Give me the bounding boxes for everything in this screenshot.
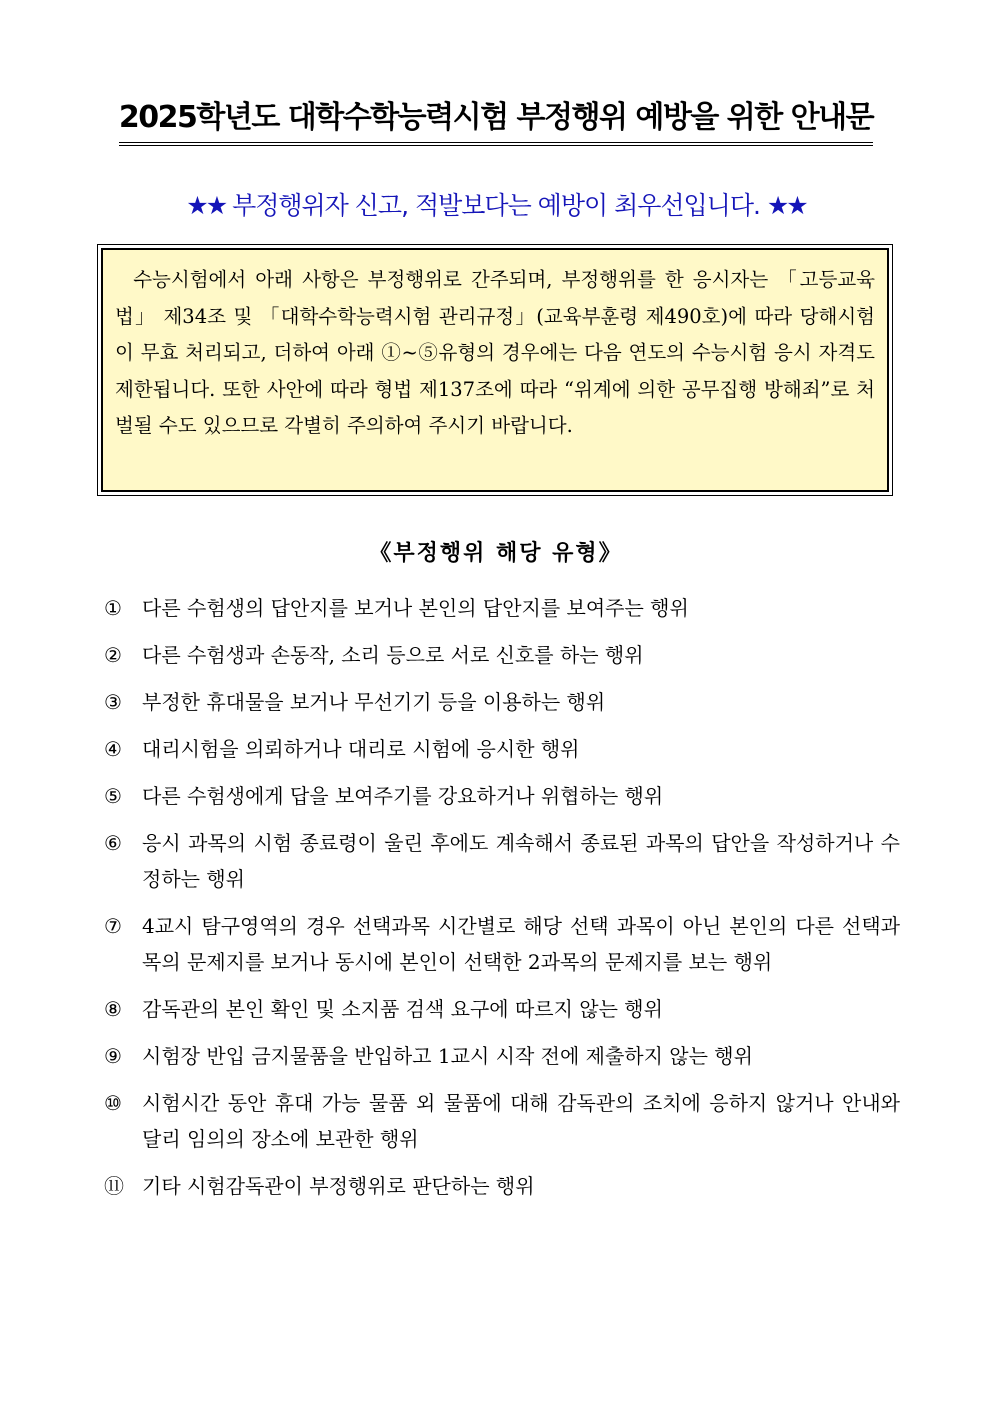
item-number: ⑪ bbox=[104, 1174, 124, 1198]
item-number: ⑦ bbox=[104, 914, 122, 938]
item-number: ⑨ bbox=[104, 1044, 122, 1068]
list-item bbox=[104, 637, 900, 673]
item-text: 부정한 휴대물을 보거나 무선기기 등을 이용하는 행위 bbox=[142, 690, 606, 714]
list-item bbox=[104, 1085, 900, 1157]
item-text: 시험시간 동안 휴대 가능 물품 외 물품에 대해 감독관의 조치에 응하지 않거나 안내와 달리 임의의 장소에 보관한 행위 bbox=[142, 1091, 900, 1151]
list-item bbox=[104, 1038, 900, 1074]
item-number: ⑤ bbox=[104, 784, 122, 808]
item-text: 기타 시험감독관이 부정행위로 판단하는 행위 bbox=[142, 1174, 535, 1198]
item-text: 감독관의 본인 확인 및 소지품 검색 요구에 따르지 않는 행위 bbox=[142, 997, 663, 1021]
list-item bbox=[104, 991, 900, 1027]
star-icon-right: ★★ bbox=[766, 191, 806, 220]
item-text: 시험장 반입 금지물품을 반입하고 1교시 시작 전에 제출하지 않는 행위 bbox=[142, 1044, 753, 1068]
list-item bbox=[104, 590, 900, 626]
list-item bbox=[104, 684, 900, 720]
item-text: 응시 과목의 시험 종료령이 울린 후에도 계속해서 종료된 과목의 답안을 작성하거나 수정하는 행위 bbox=[142, 831, 900, 891]
notice-inner bbox=[101, 248, 889, 492]
list-item bbox=[104, 778, 900, 814]
item-number: ③ bbox=[104, 690, 122, 714]
item-text: 4교시 탐구영역의 경우 선택과목 시간별로 해당 선택 과목이 아닌 본인의 다른 선택과목의 문제지를 보거나 동시에 본인이 선택한 2과목의 문제지를 보는 행위 bbox=[142, 914, 900, 974]
page-title: 2025학년도 대학수학능력시험 부정행위 예방을 위한 안내문 bbox=[119, 98, 873, 146]
item-text: 대리시험을 의뢰하거나 대리로 시험에 응시한 행위 bbox=[142, 737, 580, 761]
list-item bbox=[104, 1168, 900, 1204]
section-title: 《부정행위 해당 유형》 bbox=[369, 540, 623, 566]
subtitle-text: 부정행위자 신고, 적발보다는 예방이 최우선입니다. bbox=[232, 191, 760, 220]
star-icon-left: ★★ bbox=[186, 191, 226, 220]
item-text: 다른 수험생에게 답을 보여주기를 강요하거나 위협하는 행위 bbox=[142, 784, 664, 808]
subtitle bbox=[0, 188, 992, 224]
item-number: ④ bbox=[104, 737, 122, 761]
item-text: 다른 수험생의 답안지를 보거나 본인의 답안지를 보여주는 행위 bbox=[142, 596, 689, 620]
notice-box bbox=[97, 244, 893, 496]
notice-body: 수능시험에서 아래 사항은 부정행위로 간주되며, 부정행위를 한 응시자는 「고등교육법」 제34조 및 「대학수학능력시험 관리규정」(교육부훈령 제490호)에 따라 당해시험이 무효 처리되고, 더하여 아래 ①~⑤유형의 경우에는 다음 연도의 수능시험 응시 자격도 제한됩니다. 또한 사안에 따라 형법 제137조에 따라 “위계에 의한 공무집행 방해죄”로 처벌될 수도 있으므로 각별히 주의하여 주시기 바랍니다. bbox=[115, 268, 875, 437]
list-item bbox=[104, 825, 900, 897]
list-item bbox=[104, 908, 900, 980]
item-number: ⑧ bbox=[104, 997, 122, 1021]
list-item bbox=[104, 731, 900, 767]
item-number: ⑥ bbox=[104, 831, 122, 855]
item-number: ⑩ bbox=[104, 1091, 122, 1115]
item-number: ① bbox=[104, 596, 122, 620]
notice-text bbox=[115, 262, 875, 445]
title-area bbox=[108, 98, 884, 146]
violation-list bbox=[104, 590, 900, 1215]
item-number: ② bbox=[104, 643, 122, 667]
item-text: 다른 수험생과 손동작, 소리 등으로 서로 신호를 하는 행위 bbox=[142, 643, 644, 667]
